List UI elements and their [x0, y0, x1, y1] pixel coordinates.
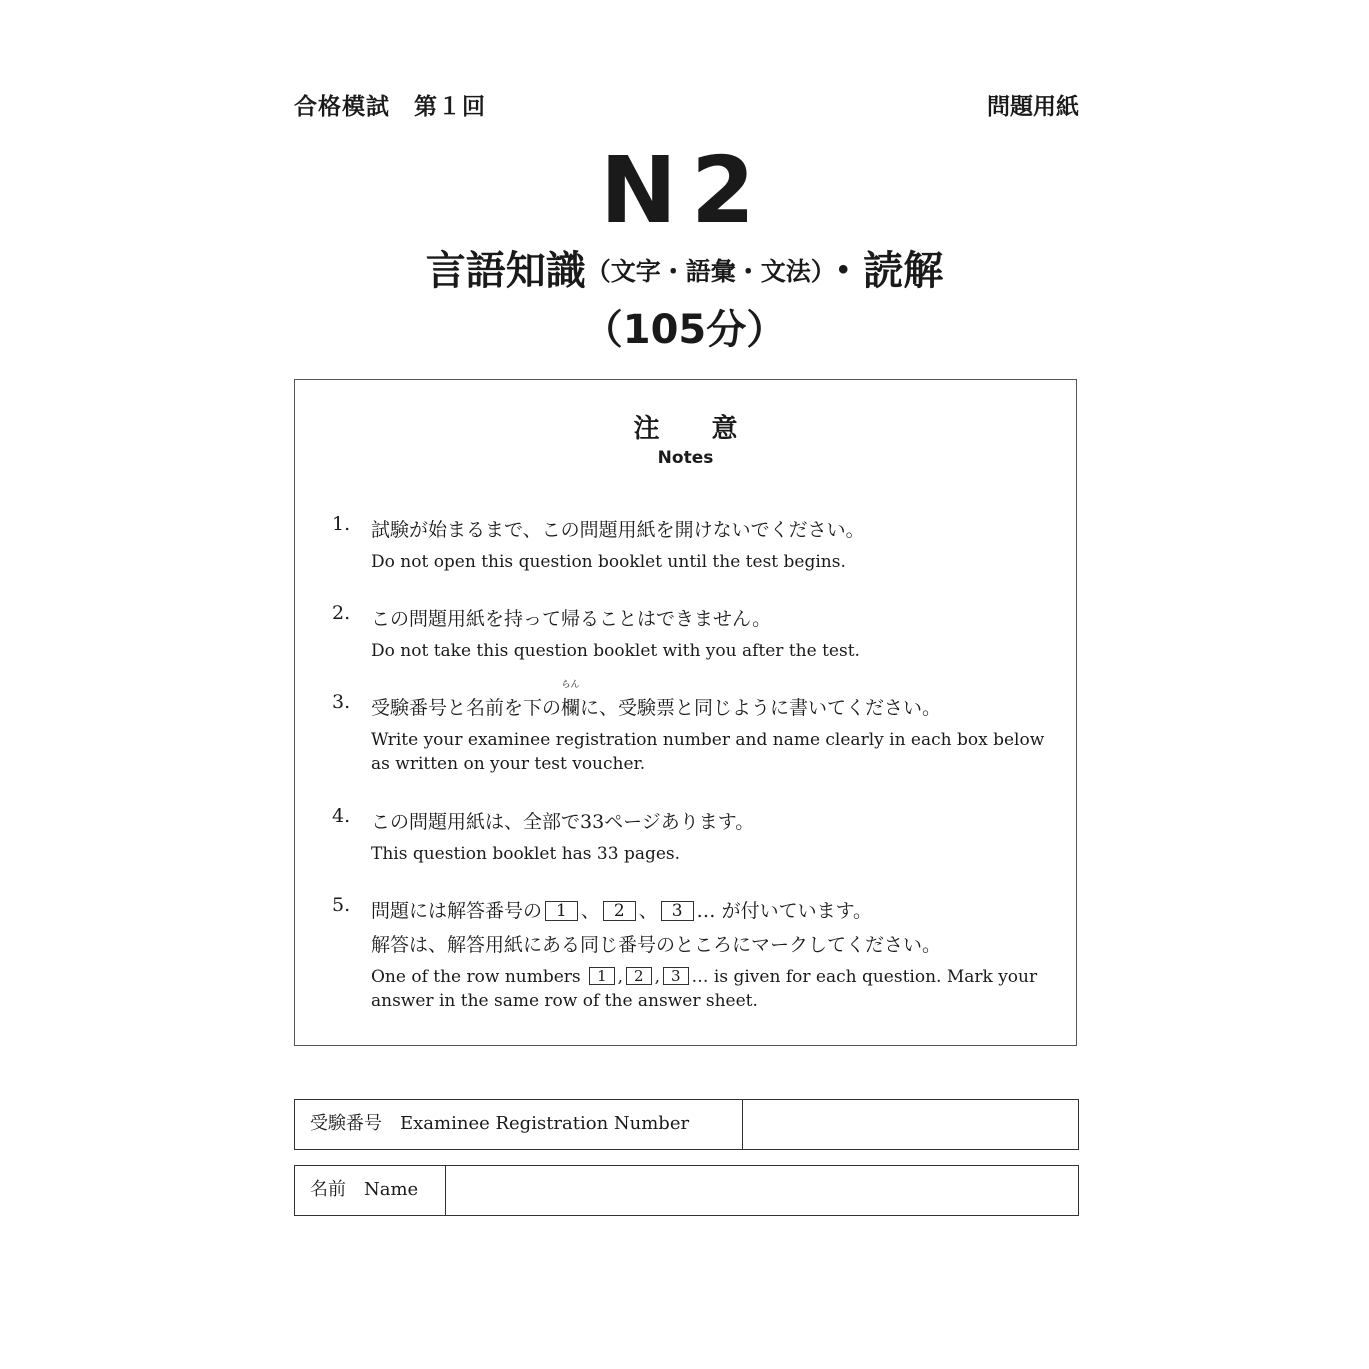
note-text-jp: この問題用紙を持って帰ることはできません。	[371, 608, 772, 630]
registration-number-label: 受験番号 Examinee Registration Number	[295, 1100, 743, 1149]
note-text-en	[371, 965, 1051, 1013]
booklet-type-label: 問題用紙	[987, 94, 1079, 120]
note-text-jp-after: … が付いています。	[696, 900, 873, 922]
registration-number-row	[294, 1099, 1079, 1150]
notes-heading-jp: 注 意	[633, 414, 738, 444]
row-number-box-1: 1	[589, 967, 615, 985]
note-number: 1.	[332, 513, 351, 535]
note-text-jp-after: に、受験票と同じように書いてください。	[580, 697, 942, 719]
section-title-end: 読解	[863, 248, 944, 294]
ruby-kanji	[561, 680, 581, 725]
note-text-en: Do not open this question booklet until the test begins.	[371, 552, 846, 572]
name-label: 名前 Name	[295, 1166, 446, 1215]
note-text-jp-line2: 解答は、解答用紙にある同じ番号のところにマークしてください。	[371, 934, 942, 956]
note-text-jp	[371, 680, 1051, 725]
separator: ,	[654, 967, 660, 987]
note-text-jp: この問題用紙は、全部で33ページあります。	[371, 811, 755, 833]
row-number-box-3: 3	[663, 967, 689, 985]
note-text-jp-before: 受験番号と名前を下の	[371, 697, 562, 719]
jlpt-level-title: N2	[599, 137, 769, 244]
separator: 、	[580, 900, 600, 922]
note-text-jp-line1	[371, 894, 1051, 928]
note-number: 4.	[332, 805, 351, 827]
section-title-main: 言語知識	[425, 248, 586, 294]
note-text-en: This question booklet has 33 pages.	[371, 844, 681, 864]
note-text-jp-before: 問題には解答番号の	[371, 900, 543, 922]
section-title-dot: ・	[823, 248, 864, 294]
note-number: 5.	[332, 894, 351, 916]
note-text-en: Do not take this question booklet with you after the test.	[371, 641, 860, 661]
row-number-box-3: 3	[661, 901, 694, 921]
exam-series-title: 合格模試 第１回	[294, 94, 486, 120]
ruby-reading: らん	[561, 680, 580, 690]
ruby-base: 欄	[561, 697, 581, 719]
name-row	[294, 1165, 1079, 1216]
note-text-en-after: … is given for each question. Mark your answer in the same row of the answer sheet.	[371, 967, 1038, 1011]
registration-number-field[interactable]	[743, 1100, 1078, 1149]
note-text-jp: 試験が始まるまで、この問題用紙を開けないでください。	[371, 519, 865, 541]
separator: 、	[638, 900, 658, 922]
section-title-paren: （文字・語彙・文法）	[585, 257, 824, 286]
row-number-box-2: 2	[626, 967, 652, 985]
separator: ,	[617, 967, 624, 987]
note-number: 2.	[332, 602, 351, 624]
notes-heading-en: Notes	[657, 448, 714, 468]
name-field[interactable]	[446, 1166, 1078, 1215]
note-text-en-before: One of the row numbers	[371, 967, 581, 987]
row-number-box-1: 1	[545, 901, 578, 921]
note-number: 3.	[332, 691, 351, 713]
notes-box	[294, 379, 1077, 1046]
section-title	[0, 247, 1369, 295]
test-duration: （105分）	[582, 307, 787, 353]
note-text-en: Write your examinee registration number and name clearly in each box below as written on your test voucher.	[371, 730, 1045, 774]
row-number-box-2: 2	[603, 901, 636, 921]
